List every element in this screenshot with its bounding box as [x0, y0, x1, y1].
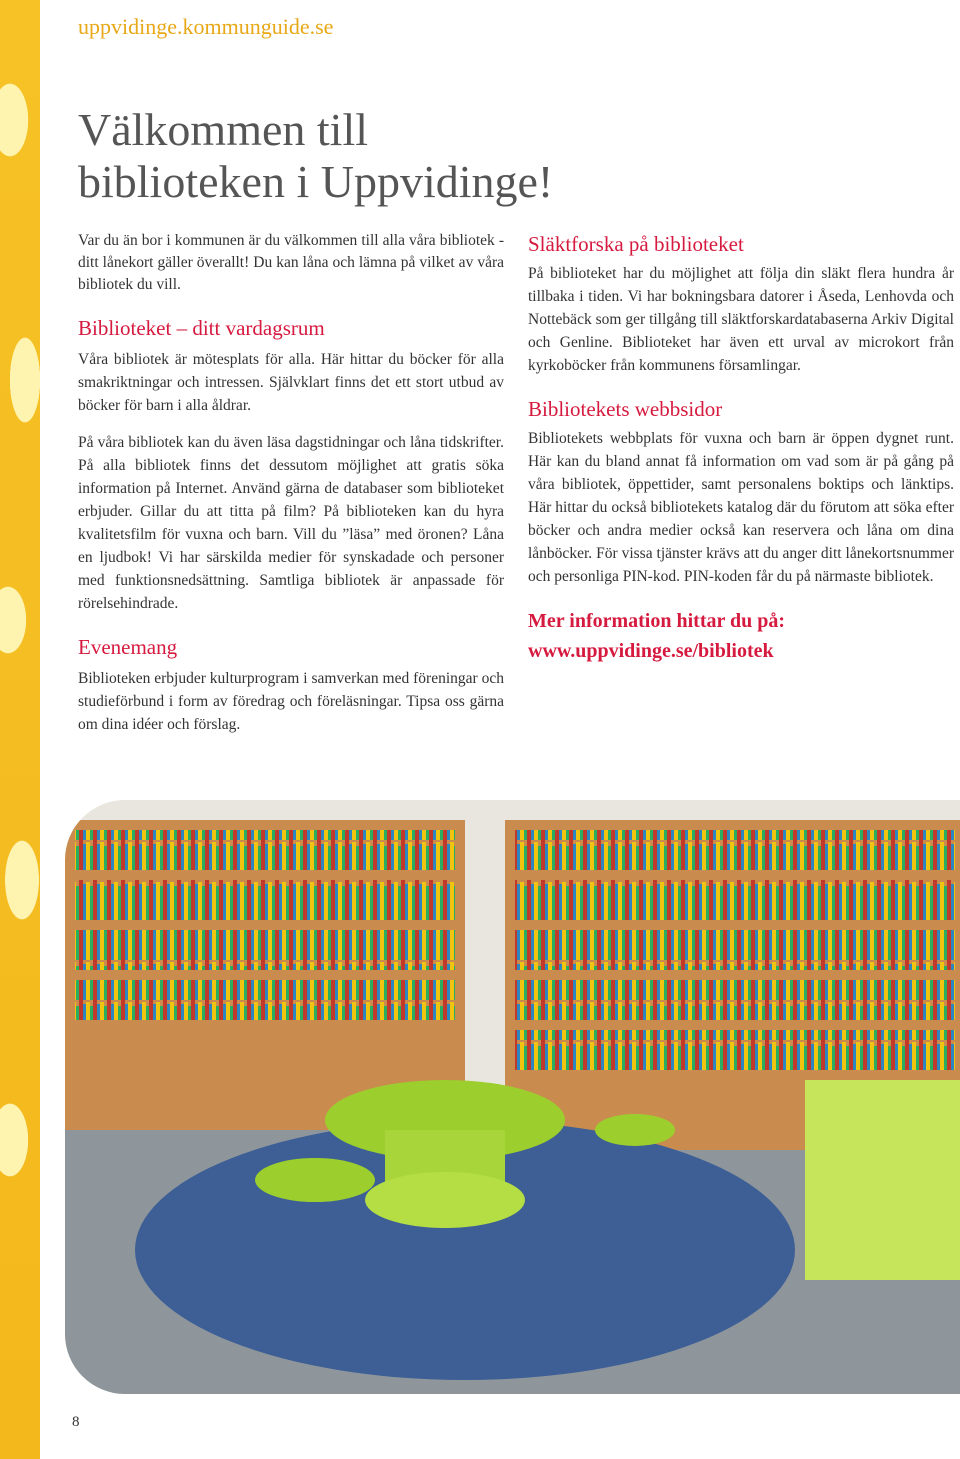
intro-paragraph: Var du än bor i kommunen är du välkommen till alla våra bibliotek - ditt lånekort gäller överallt! Du kan låna och lämna på vilket av våra bibliotek du vill. [78, 232, 504, 293]
page-number: 8 [72, 1414, 80, 1430]
webbsidor-paragraph: Bibliotekets webbplats för vuxna och barn är öppen dygnet runt. Här kan du bland annat få information om vad som är på gång på våra bibliotek, öppettider, samt personalens boktips och länktips. Här hittar du också bibliotekets katalog där du förutom att söka efter böcker och andra medier också kan reservera och låna om dina lånböcker. För vissa tjänster krävs att du anger ditt lånekortsnummer och personliga PIN-kod. PIN-koden får du på närmaste bibliotek. [528, 430, 954, 585]
more-info-label: Mer information hittar du på: [528, 610, 786, 632]
site-url: uppvidinge.kommunguide.se [78, 14, 334, 39]
library-photo [65, 800, 960, 1394]
title-line-1: Välkommen till [78, 104, 369, 155]
decorative-edge [0, 0, 40, 1459]
vardagsrum-paragraph-2: På våra bibliotek kan du även läsa dagstidningar och låna tidskrifter. På alla bibliotek finns det dessutom möjlighet att gratis söka information på Internet. Använd gärna de databaser som biblioteket erbjuder. Gillar du att titta på film? På biblioteken kan du hyra kvalitetsfilm för vuxna och barn. Vill du ”läsa” med öronen? Låna en ljudbok! Vi har särskilda medier för synskadade och personer med funktionsnedsättning. Samtliga bibliotek är anpassade för rörelsehindrade. [78, 434, 504, 612]
library-photo-illustration [65, 800, 960, 1394]
slaktforska-heading: Släktforska på biblioteket [528, 232, 744, 256]
more-info-link[interactable]: www.uppvidinge.se/bibliotek [528, 640, 774, 662]
title-line-2: biblioteken i Uppvidinge! [78, 156, 554, 207]
webbsidor-heading: Bibliotekets webbsidor [528, 397, 723, 421]
vardagsrum-heading: Biblioteket – ditt vardagsrum [78, 316, 325, 340]
right-column [528, 230, 954, 666]
vardagsrum-paragraph-1: Våra bibliotek är mötesplats för alla. Här hittar du böcker för alla smakriktningar och intressen. Självklart finns det ett stort utbud av böcker för barn i alla åldrar. [78, 351, 504, 414]
slaktforska-paragraph: På biblioteket har du möjlighet att följa din släkt flera hundra år tillbaka i tiden. Vi har bokningsbara datorer i Åseda, Lenhovda och Nottebäck som ger tillgång till släktforskardatabaserna Arkiv Digital och Genline. Biblioteket har även ett urval av microkort från kyrkoböcker från kommunens församlingar. [528, 265, 954, 374]
left-column [78, 230, 504, 736]
evenemang-paragraph: Biblioteken erbjuder kulturprogram i samverkan med föreningar och studieförbund i form av föredrag och föreläsningar. Tipsa oss gärna om dina idéer och förslag. [78, 670, 504, 733]
evenemang-heading: Evenemang [78, 635, 178, 659]
page-title [78, 104, 553, 208]
